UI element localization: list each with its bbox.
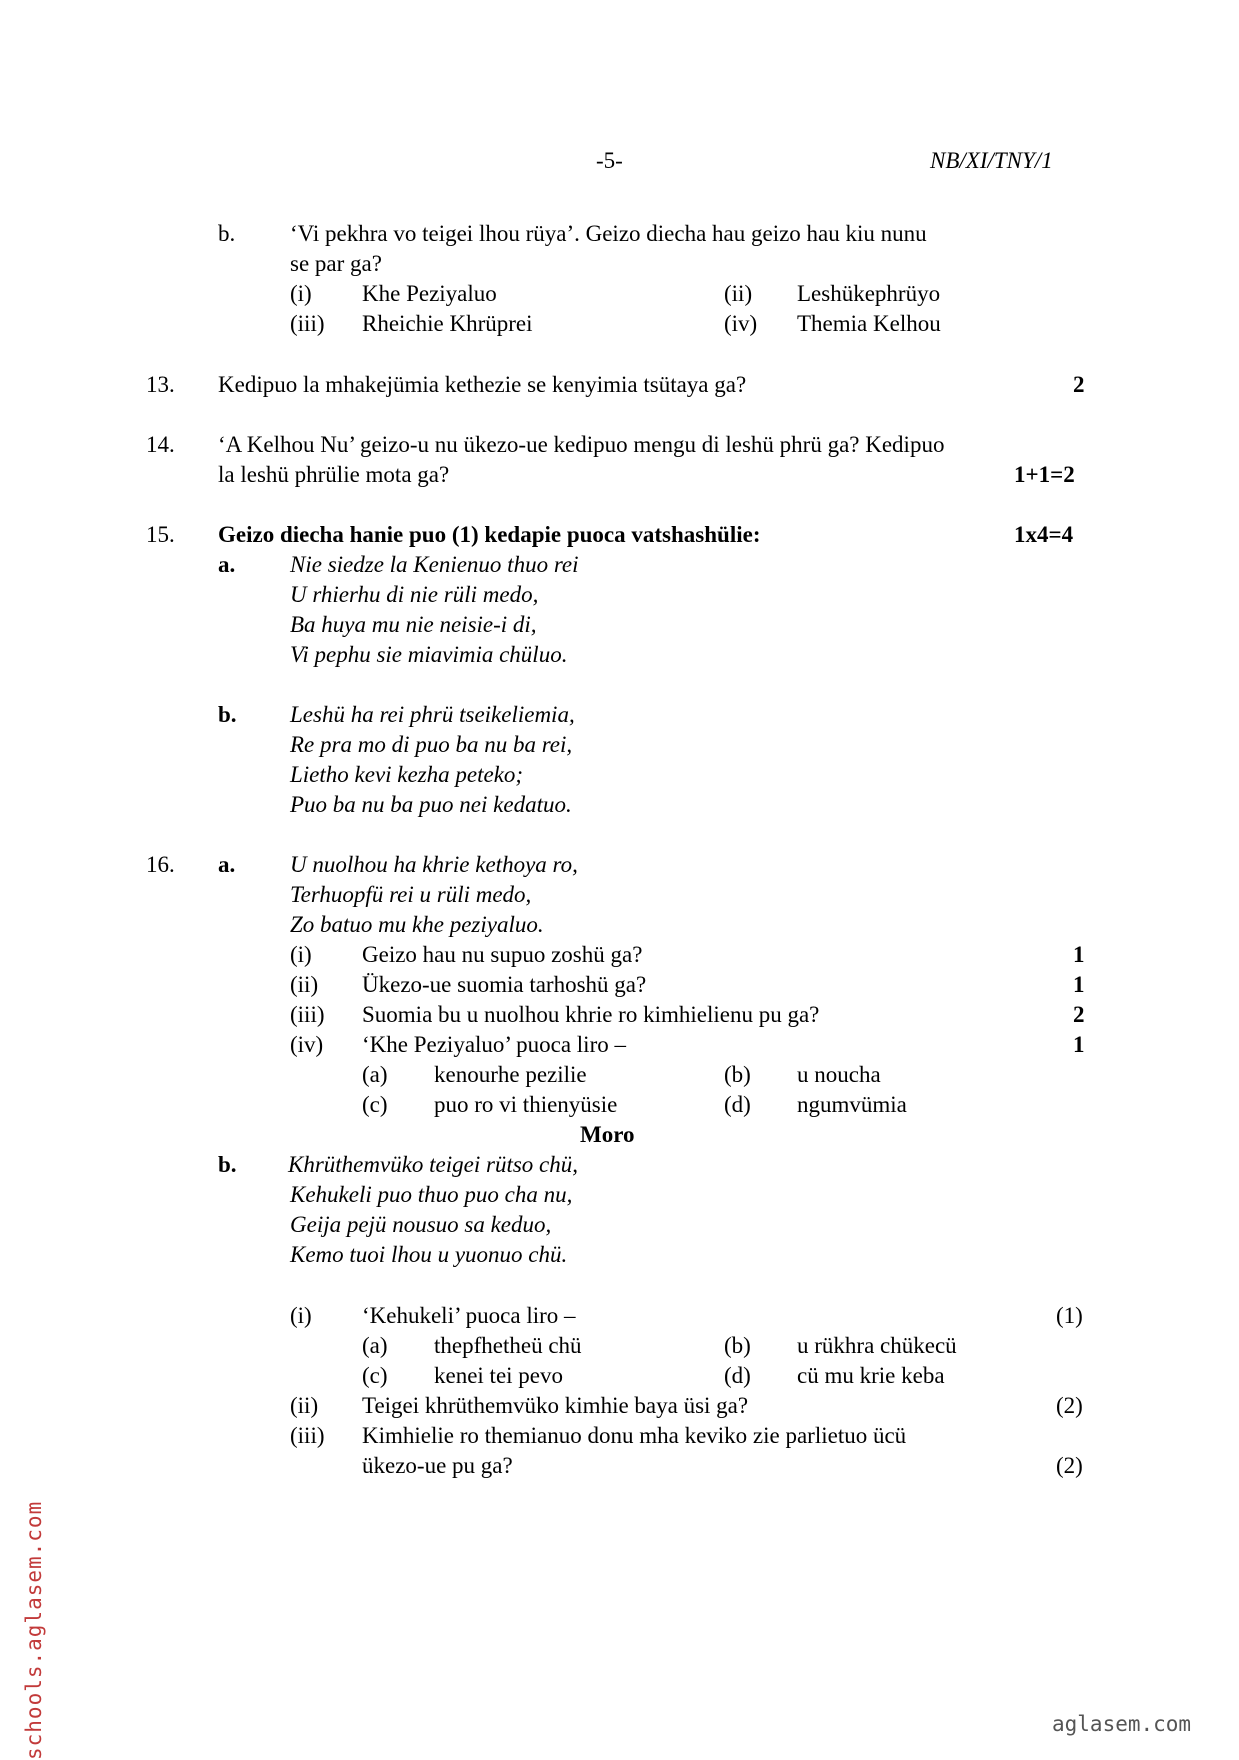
q15b-label: b. [218,702,237,727]
q16a-sub4-text: ‘Khe Peziyaluo’ puoca liro – [362,1032,626,1057]
q16a-choice-a-num: (a) [362,1062,388,1087]
q16b-choice-c-text: kenei tei pevo [434,1363,564,1388]
q16b-choice-d-text: cü mu krie keba [797,1363,945,1388]
q16a-sub3-marks: 2 [1073,1002,1085,1027]
q16b-poem-line4: Kemo tuoi lhou u yuonuo chü. [290,1242,568,1267]
q15-marks: 1x4=4 [1014,522,1074,547]
q15a-poem-line2: U rhierhu di nie rüli medo, [290,582,539,607]
q12b-opt1-num: (i) [290,281,312,306]
q16a-poem-line1: U nuolhou ha khrie kethoya ro, [290,852,578,877]
q16a-choice-b-num: (b) [724,1062,751,1087]
q15b-poem-line4: Puo ba nu ba puo nei kedatuo. [290,792,572,817]
q12b-label: b. [218,221,236,246]
q16b-label: b. [218,1152,237,1177]
q15b-poem-line3: Lietho kevi kezha peteko; [290,762,524,787]
q13-number: 13. [146,372,175,397]
q16a-sub4-num: (iv) [290,1032,324,1057]
corner-watermark: aglasem.com [1052,1712,1192,1736]
q12b-text-line2: se par ga? [290,251,382,276]
q15b-poem-line1: Leshü ha rei phrü tseikeliemia, [290,702,575,727]
q16a-sub1-text: Geizo hau nu supuo zoshü ga? [362,942,643,967]
q16a-choice-b-text: u noucha [797,1062,881,1087]
q16b-choice-d-num: (d) [724,1363,751,1388]
q16b-sub2-text: Teigei khrüthemvüko kimhie baya üsi ga? [362,1393,749,1418]
q16b-sub1-marks: (1) [1056,1303,1083,1328]
q15b-poem-line2: Re pra mo di puo ba nu ba rei, [290,732,573,757]
q16b-sub3-text-line2: ükezo-ue pu ga? [362,1453,513,1478]
q15-instruction: Geizo diecha hanie puo (1) kedapie puoca vatshashülie: [218,522,761,547]
q16b-sub3-num: (iii) [290,1423,325,1448]
q12b-opt2-text: Leshükephrüyo [797,281,941,306]
q12b-text-line1: ‘Vi pekhra vo teigei lhou rüya’. Geizo diecha hau geizo hau kiu nunu [290,221,927,246]
q16b-poem-line2: Kehukeli puo thuo puo cha nu, [290,1182,573,1207]
q15a-poem-line3: Ba huya mu nie neisie-i di, [290,612,537,637]
q16a-sub3-num: (iii) [290,1002,325,1027]
q15a-label: a. [218,552,236,577]
q16b-sub2-num: (ii) [290,1393,319,1418]
paper-code: NB/XI/TNY/1 [930,148,1053,173]
q16b-choice-b-num: (b) [724,1333,751,1358]
q13-marks: 2 [1073,372,1085,397]
q16b-choice-c-num: (c) [362,1363,388,1388]
q14-text-line1: ‘A Kelhou Nu’ geizo-u nu ükezo-ue kedipuo mengu di leshü phrü ga? Kedipuo [218,432,945,457]
q16a-label: a. [218,852,236,877]
q16b-sub1-num: (i) [290,1303,312,1328]
q14-number: 14. [146,432,175,457]
q16b-choice-b-text: u rükhra chükecü [797,1333,957,1358]
page-number: -5- [596,148,623,173]
q16b-sub2-marks: (2) [1056,1393,1083,1418]
q16b-poem-line1: Khrüthemvüko teigei rütso chü, [288,1152,579,1177]
q14-text-line2: la leshü phrülie mota ga? [218,462,450,487]
q16b-sub1-text: ‘Kehukeli’ puoca liro – [362,1303,576,1328]
q16b-sub3-text-line1: Kimhielie ro themianuo donu mha keviko zie parlietuo ücü [362,1423,907,1448]
q15a-poem-line4: Vi pephu sie miavimia chüluo. [290,642,568,667]
q16a-sub2-num: (ii) [290,972,319,997]
q16a-sub1-marks: 1 [1073,942,1085,967]
q12b-opt4-num: (iv) [724,311,758,336]
q16b-poem-line3: Geija pejü nousuo sa keduo, [290,1212,552,1237]
q16b-sub3-marks: (2) [1056,1453,1083,1478]
q16-number: 16. [146,852,175,877]
q16a-choice-c-text: puo ro vi thienyüsie [434,1092,618,1117]
side-watermark: schools.aglasem.com [22,1500,46,1760]
q16a-sub3-text: Suomia bu u nuolhou khrie ro kimhielienu pu ga? [362,1002,820,1027]
q14-marks: 1+1=2 [1014,462,1075,487]
q16a-choice-d-text: ngumvümia [797,1092,907,1117]
q16a-choice-c-num: (c) [362,1092,388,1117]
q13-text: Kedipuo la mhakejümia kethezie se kenyimia tsütaya ga? [218,372,747,397]
q12b-opt1-text: Khe Peziyaluo [362,281,497,306]
q15-number: 15. [146,522,175,547]
q16a-sub1-num: (i) [290,942,312,967]
q15a-poem-line1: Nie siedze la Kenienuo thuo rei [290,552,579,577]
q16a-poem-line2: Terhuopfü rei u rüli medo, [290,882,532,907]
q16a-sub2-text: Ükezo-ue suomia tarhoshü ga? [362,972,647,997]
q16a-choice-a-text: kenourhe pezilie [434,1062,587,1087]
q12b-opt2-num: (ii) [724,281,753,306]
q12b-opt4-text: Themia Kelhou [797,311,941,336]
q12b-opt3-num: (iii) [290,311,325,336]
q16a-poem-line3: Zo batuo mu khe peziyaluo. [290,912,544,937]
q16b-choice-a-num: (a) [362,1333,388,1358]
q16a-choice-d-num: (d) [724,1092,751,1117]
q16a-sub4-marks: 1 [1073,1032,1085,1057]
q16a-sub2-marks: 1 [1073,972,1085,997]
q16b-choice-a-text: thepfhetheü chü [434,1333,582,1358]
q12b-opt3-text: Rheichie Khrüprei [362,311,533,336]
or-label: Moro [580,1122,635,1147]
